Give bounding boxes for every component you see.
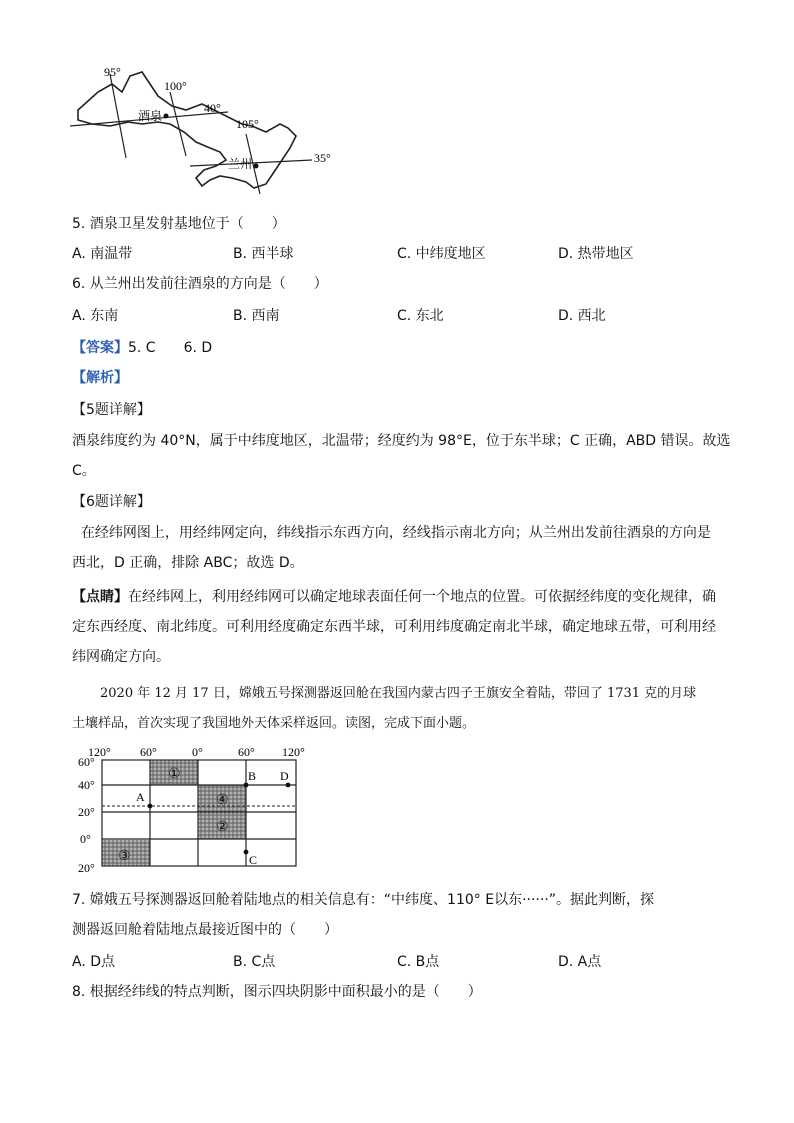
q7-option-a[interactable]: A. D点 <box>72 954 116 970</box>
grid-left-label-4: 20° <box>78 861 95 874</box>
grid-point-c: C <box>249 853 258 867</box>
grid-region-1: ① <box>168 767 181 782</box>
d6-label: 【6题详解】 <box>72 494 151 510</box>
q6-option-c[interactable]: C. 东北 <box>397 308 444 324</box>
map-label-95: 95° <box>104 65 121 79</box>
q7-option-d[interactable]: D. A点 <box>558 954 602 970</box>
grid-top-label-1: 60° <box>140 745 157 759</box>
grid-top-label-3: 60° <box>238 745 255 759</box>
q7-line1: 7. 嫦娥五号探测器返回舱着陆地点的相关信息有：“中纬度、110° E以东······”。据此判断，探 <box>72 892 655 908</box>
map-label-40: 40° <box>204 101 221 115</box>
tips-line1: 在经纬网上，利用经纬网可以确定地球表面任何一个地点的位置。可依据经纬度的变化规律，确 <box>128 589 716 605</box>
q6-stem: 6. 从兰州出发前往酒泉的方向是（ ） <box>72 276 328 292</box>
grid-region-2: ② <box>216 820 229 835</box>
d5-line2: C。 <box>72 463 96 479</box>
grid-top-label-2: 0° <box>192 745 203 759</box>
grid-top-label-4: 120° <box>282 745 305 759</box>
q5-option-b[interactable]: B. 西半球 <box>233 246 294 262</box>
d6-body <box>72 518 722 578</box>
tips-body <box>72 582 722 672</box>
q6-option-b[interactable]: B. 西南 <box>233 308 280 324</box>
grid-point-b: B <box>248 769 257 783</box>
d5-line1: 酒泉纬度约为 40°N，属于中纬度地区，北温带；经度约为 98°E，位于东半球；C 正确，ABD 错误。故选 <box>72 433 731 449</box>
answer-label: 【答案】 <box>72 340 128 356</box>
intro-line2: 土壤样品，首次实现了我国地外天体采样返回。读图，完成下面小题。 <box>72 716 476 731</box>
gansu-map <box>70 62 350 202</box>
intro-line1: 2020 年 12 月 17 日，嫦娥五号探测器返回舱在我国内蒙古四子王旗安全着陆，带回了 1731 克的月球 <box>100 686 697 701</box>
grid-left-label-2: 20° <box>78 805 95 819</box>
d5-body <box>72 426 731 486</box>
q5-stem: 5. 酒泉卫星发射基地位于（ ） <box>72 216 286 232</box>
q7-option-c[interactable]: C. B点 <box>397 954 440 970</box>
tips-line3: 纬网确定方向。 <box>72 649 170 665</box>
grid-top-label-0: 120° <box>88 745 111 759</box>
q5-option-d[interactable]: D. 热带地区 <box>558 246 634 262</box>
q6-option-a[interactable]: A. 东南 <box>72 308 119 324</box>
q5-option-c[interactable]: C. 中纬度地区 <box>397 246 486 262</box>
map-label-jiuquan: 酒泉 <box>138 109 163 123</box>
answer-text: 5. C 6. D <box>128 340 213 356</box>
q6-option-d[interactable]: D. 西北 <box>558 308 606 324</box>
d6-line1: 在经纬网图上，用经纬网定向，纬线指示东西方向，经线指示南北方向；从兰州出发前往酒泉的方向是 <box>72 525 711 541</box>
q5-option-a[interactable]: A. 南温带 <box>72 246 133 262</box>
grid-left-label-1: 40° <box>78 778 95 792</box>
grid-region-3: ③ <box>118 849 131 864</box>
map-label-100: 100° <box>164 79 187 93</box>
map-label-lanzhou: 兰州 <box>228 157 253 171</box>
grid-left-label-0: 60° <box>78 755 95 769</box>
grid-point-a: A <box>136 790 145 804</box>
d5-label: 【5题详解】 <box>72 402 151 418</box>
grid-left-label-3: 0° <box>80 832 91 846</box>
grid-region-4: ④ <box>216 793 229 808</box>
tips-line2: 定东西经度、南北纬度。可利用经度确定东西半球，可利用纬度确定南北半球，确定地球五带，可利用经 <box>72 619 716 635</box>
grid-point-d: D <box>280 769 289 783</box>
map-label-105: 105° <box>236 117 259 131</box>
q7-option-b[interactable]: B. C点 <box>233 954 276 970</box>
tips-label: 【点睛】 <box>72 589 128 605</box>
map-label-35: 35° <box>314 151 331 165</box>
d6-line2: 西北，D 正确，排除 ABC；故选 D。 <box>72 555 304 571</box>
analysis-label: 【解析】 <box>72 370 128 386</box>
latlon-grid <box>74 744 306 874</box>
answer-line <box>72 338 212 358</box>
q8-stem: 8. 根据经纬线的特点判断，图示四块阴影中面积最小的是（ ） <box>72 984 482 1000</box>
q7-line2: 测器返回舱着陆地点最接近图中的（ ） <box>72 922 338 938</box>
